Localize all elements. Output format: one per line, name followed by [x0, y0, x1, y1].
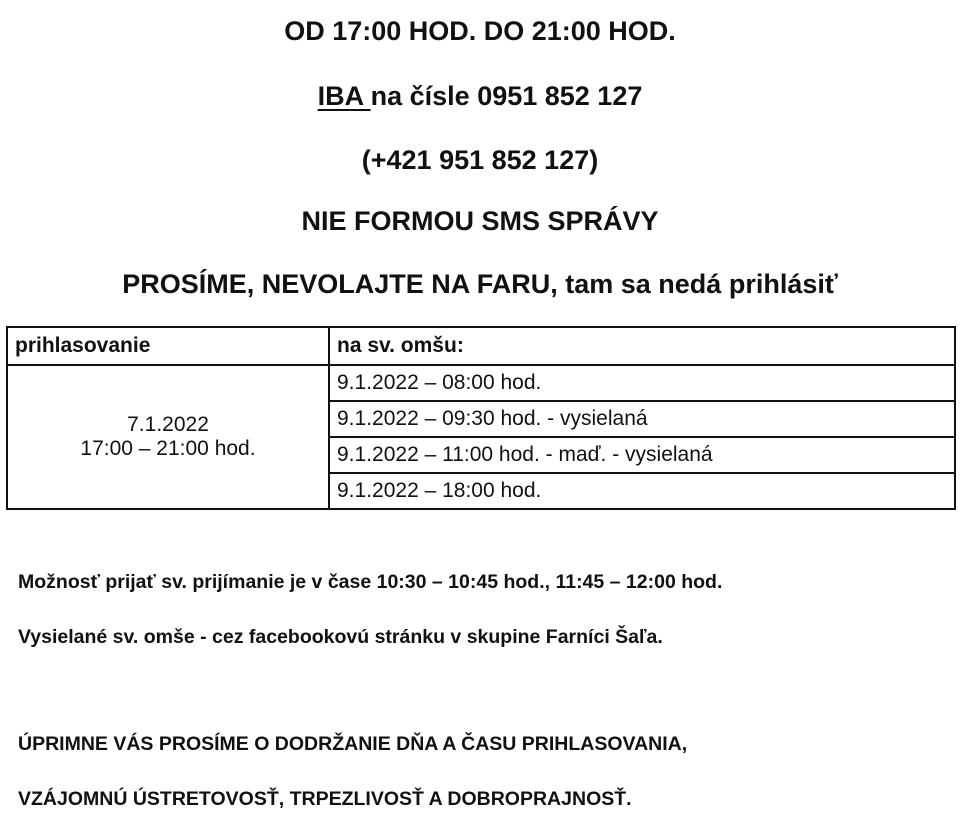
schedule-table	[6, 326, 956, 510]
communion-note: Možnosť prijať sv. prijímanie je v čase 10:30 – 10:45 hod., 11:45 – 12:00 hod.	[18, 571, 723, 593]
phone-number-text: na čísle 0951 852 127	[370, 81, 643, 111]
table-row	[7, 365, 955, 401]
mass-time-cell: 9.1.2022 – 08:00 hod.	[329, 365, 955, 401]
only-word: IBA	[317, 81, 371, 111]
mass-time-cell: 9.1.2022 – 18:00 hod.	[329, 473, 955, 509]
mass-time-cell: 9.1.2022 – 09:30 hod. - vysielaná	[329, 401, 955, 437]
do-not-call-heading: PROSÍME, NEVOLAJTE NA FARU, tam sa nedá prihlásiť	[122, 269, 838, 299]
broadcast-note: Vysielané sv. omše - cez facebookovú stránku v skupine Farníci Šaľa.	[18, 626, 663, 648]
registration-date: 7.1.2022	[127, 413, 209, 436]
mass-time-cell: 9.1.2022 – 11:00 hod. - maď. - vysielaná	[329, 437, 955, 473]
request-line-1: ÚPRIMNE VÁS PROSÍME O DODRŽANIE DŇA A ČASU PRIHLASOVANIA,	[18, 733, 688, 755]
time-range-heading: OD 17:00 HOD. DO 21:00 HOD.	[284, 16, 676, 46]
registration-time: 17:00 – 21:00 hod.	[80, 437, 256, 460]
phone-number-heading	[0, 80, 960, 112]
no-sms-heading: NIE FORMOU SMS SPRÁVY	[301, 206, 659, 236]
international-number-heading: (+421 951 852 127)	[361, 145, 599, 175]
table-header-row	[7, 327, 955, 365]
request-line-2: VZÁJOMNÚ ÚSTRETOVOSŤ, TRPEZLIVOSŤ A DOBROPRAJNOSŤ.	[18, 788, 632, 810]
col-header-registration: prihlasovanie	[7, 327, 329, 365]
col-header-mass: na sv. omšu:	[329, 327, 955, 365]
registration-cell	[7, 365, 329, 509]
